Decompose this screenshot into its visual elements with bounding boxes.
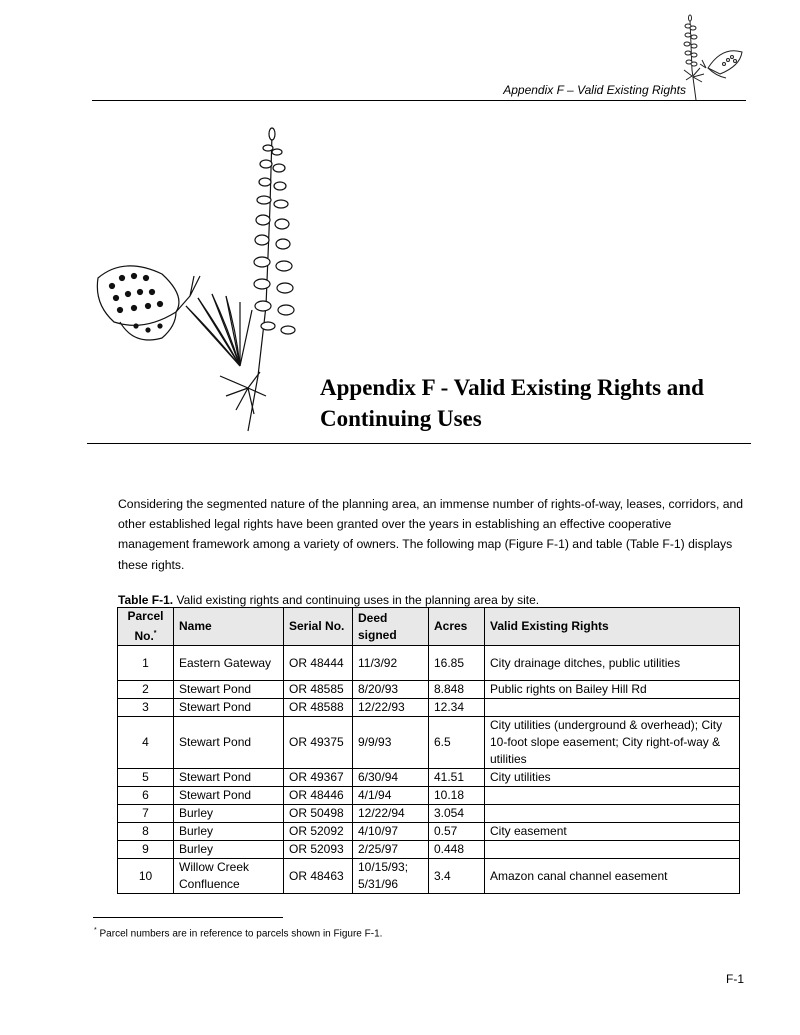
cell-name: Burley bbox=[174, 805, 284, 823]
cell-acres: 16.85 bbox=[429, 646, 485, 681]
cell-acres: 12.34 bbox=[429, 699, 485, 717]
header-name: Name bbox=[174, 608, 284, 646]
cell-name: Stewart Pond bbox=[174, 787, 284, 805]
table-row bbox=[118, 717, 740, 769]
cell-acres: 3.054 bbox=[429, 805, 485, 823]
footnote-text: Parcel numbers are in reference to parcels shown in Figure F-1. bbox=[96, 928, 383, 940]
cell-serial: OR 52092 bbox=[284, 823, 353, 841]
cell-name: Willow Creek Confluence bbox=[174, 859, 284, 894]
cell-rights: Public rights on Bailey Hill Rd bbox=[485, 681, 740, 699]
table-row bbox=[118, 841, 740, 859]
cell-parcel: 7 bbox=[118, 805, 174, 823]
page-title-line-2: Continuing Uses bbox=[320, 406, 482, 431]
cell-name: Eastern Gateway bbox=[174, 646, 284, 681]
page-title-line-1: Appendix F - Valid Existing Rights and bbox=[320, 375, 704, 400]
cell-serial: OR 48446 bbox=[284, 787, 353, 805]
header-parcel: Parcel No.* bbox=[118, 608, 174, 646]
cell-rights: City easement bbox=[485, 823, 740, 841]
footnote bbox=[94, 927, 382, 939]
cell-serial: OR 50498 bbox=[284, 805, 353, 823]
cell-rights: Amazon canal channel easement bbox=[485, 859, 740, 894]
cell-deed: 4/10/97 bbox=[353, 823, 429, 841]
cell-name: Stewart Pond bbox=[174, 681, 284, 699]
cell-name: Stewart Pond bbox=[174, 769, 284, 787]
table-row bbox=[118, 769, 740, 787]
cell-rights: City utilities (underground & overhead); City 10-foot slope easement; City right-of-way & utilities bbox=[485, 717, 740, 769]
cell-parcel: 10 bbox=[118, 859, 174, 894]
cell-name: Stewart Pond bbox=[174, 717, 284, 769]
table-row bbox=[118, 859, 740, 894]
header-rights: Valid Existing Rights bbox=[485, 608, 740, 646]
cell-serial: OR 52093 bbox=[284, 841, 353, 859]
header-serial: Serial No. bbox=[284, 608, 353, 646]
cell-rights: City drainage ditches, public utilities bbox=[485, 646, 740, 681]
cell-parcel: 2 bbox=[118, 681, 174, 699]
cell-rights: City utilities bbox=[485, 769, 740, 787]
cell-deed: 8/20/93 bbox=[353, 681, 429, 699]
table-row bbox=[118, 823, 740, 841]
cell-deed: 9/9/93 bbox=[353, 717, 429, 769]
cell-acres: 0.57 bbox=[429, 823, 485, 841]
cell-parcel: 5 bbox=[118, 769, 174, 787]
cell-deed: 4/1/94 bbox=[353, 787, 429, 805]
table-row bbox=[118, 681, 740, 699]
cell-name: Stewart Pond bbox=[174, 699, 284, 717]
cell-acres: 41.51 bbox=[429, 769, 485, 787]
page-number: F-1 bbox=[726, 972, 744, 986]
cell-serial: OR 49367 bbox=[284, 769, 353, 787]
cell-parcel: 8 bbox=[118, 823, 174, 841]
footnote-rule bbox=[93, 917, 283, 918]
cell-parcel: 4 bbox=[118, 717, 174, 769]
cell-name: Burley bbox=[174, 841, 284, 859]
cell-acres: 0.448 bbox=[429, 841, 485, 859]
table-row bbox=[118, 646, 740, 681]
table-caption-text: Valid existing rights and continuing uses in the planning area by site. bbox=[173, 593, 540, 607]
title-rule bbox=[87, 443, 751, 444]
cell-acres: 8.848 bbox=[429, 681, 485, 699]
cell-parcel: 1 bbox=[118, 646, 174, 681]
table-caption bbox=[118, 592, 539, 608]
cell-rights bbox=[485, 841, 740, 859]
cell-parcel: 6 bbox=[118, 787, 174, 805]
cell-parcel: 3 bbox=[118, 699, 174, 717]
cell-serial: OR 49375 bbox=[284, 717, 353, 769]
cell-acres: 6.5 bbox=[429, 717, 485, 769]
cell-deed: 12/22/94 bbox=[353, 805, 429, 823]
rights-table bbox=[117, 607, 740, 894]
cell-deed: 11/3/92 bbox=[353, 646, 429, 681]
header-acres: Acres bbox=[429, 608, 485, 646]
table-row bbox=[118, 787, 740, 805]
cell-rights bbox=[485, 699, 740, 717]
cell-serial: OR 48585 bbox=[284, 681, 353, 699]
cell-parcel: 9 bbox=[118, 841, 174, 859]
header-deed: Deed signed bbox=[353, 608, 429, 646]
table-header-row bbox=[118, 608, 740, 646]
table-row bbox=[118, 805, 740, 823]
cell-deed: 6/30/94 bbox=[353, 769, 429, 787]
running-header: Appendix F – Valid Existing Rights bbox=[503, 83, 686, 97]
cell-name: Burley bbox=[174, 823, 284, 841]
intro-paragraph: Considering the segmented nature of the planning area, an immense number of rights-of-way, leases, corridors, and other established legal rights have been granted over the years in establishing an effective cooperative management framework among a variety of owners. The following map (Figure F-1) and table (Table F-1) displays these rights. bbox=[118, 497, 744, 572]
cell-serial: OR 48588 bbox=[284, 699, 353, 717]
cell-acres: 10.18 bbox=[429, 787, 485, 805]
lupine-butterfly-illustration bbox=[90, 126, 312, 436]
page-title bbox=[320, 372, 760, 434]
table-row bbox=[118, 699, 740, 717]
cell-deed: 12/22/93 bbox=[353, 699, 429, 717]
cell-serial: OR 48444 bbox=[284, 646, 353, 681]
cell-acres: 3.4 bbox=[429, 859, 485, 894]
table-caption-label: Table F-1. bbox=[118, 593, 174, 607]
cell-serial: OR 48463 bbox=[284, 859, 353, 894]
cell-rights bbox=[485, 787, 740, 805]
footnote-mark: * bbox=[94, 927, 97, 934]
lupine-butterfly-header-icon bbox=[682, 10, 748, 102]
cell-deed: 2/25/97 bbox=[353, 841, 429, 859]
cell-rights bbox=[485, 805, 740, 823]
cell-deed: 10/15/93; 5/31/96 bbox=[353, 859, 429, 894]
header-rule bbox=[92, 100, 746, 101]
